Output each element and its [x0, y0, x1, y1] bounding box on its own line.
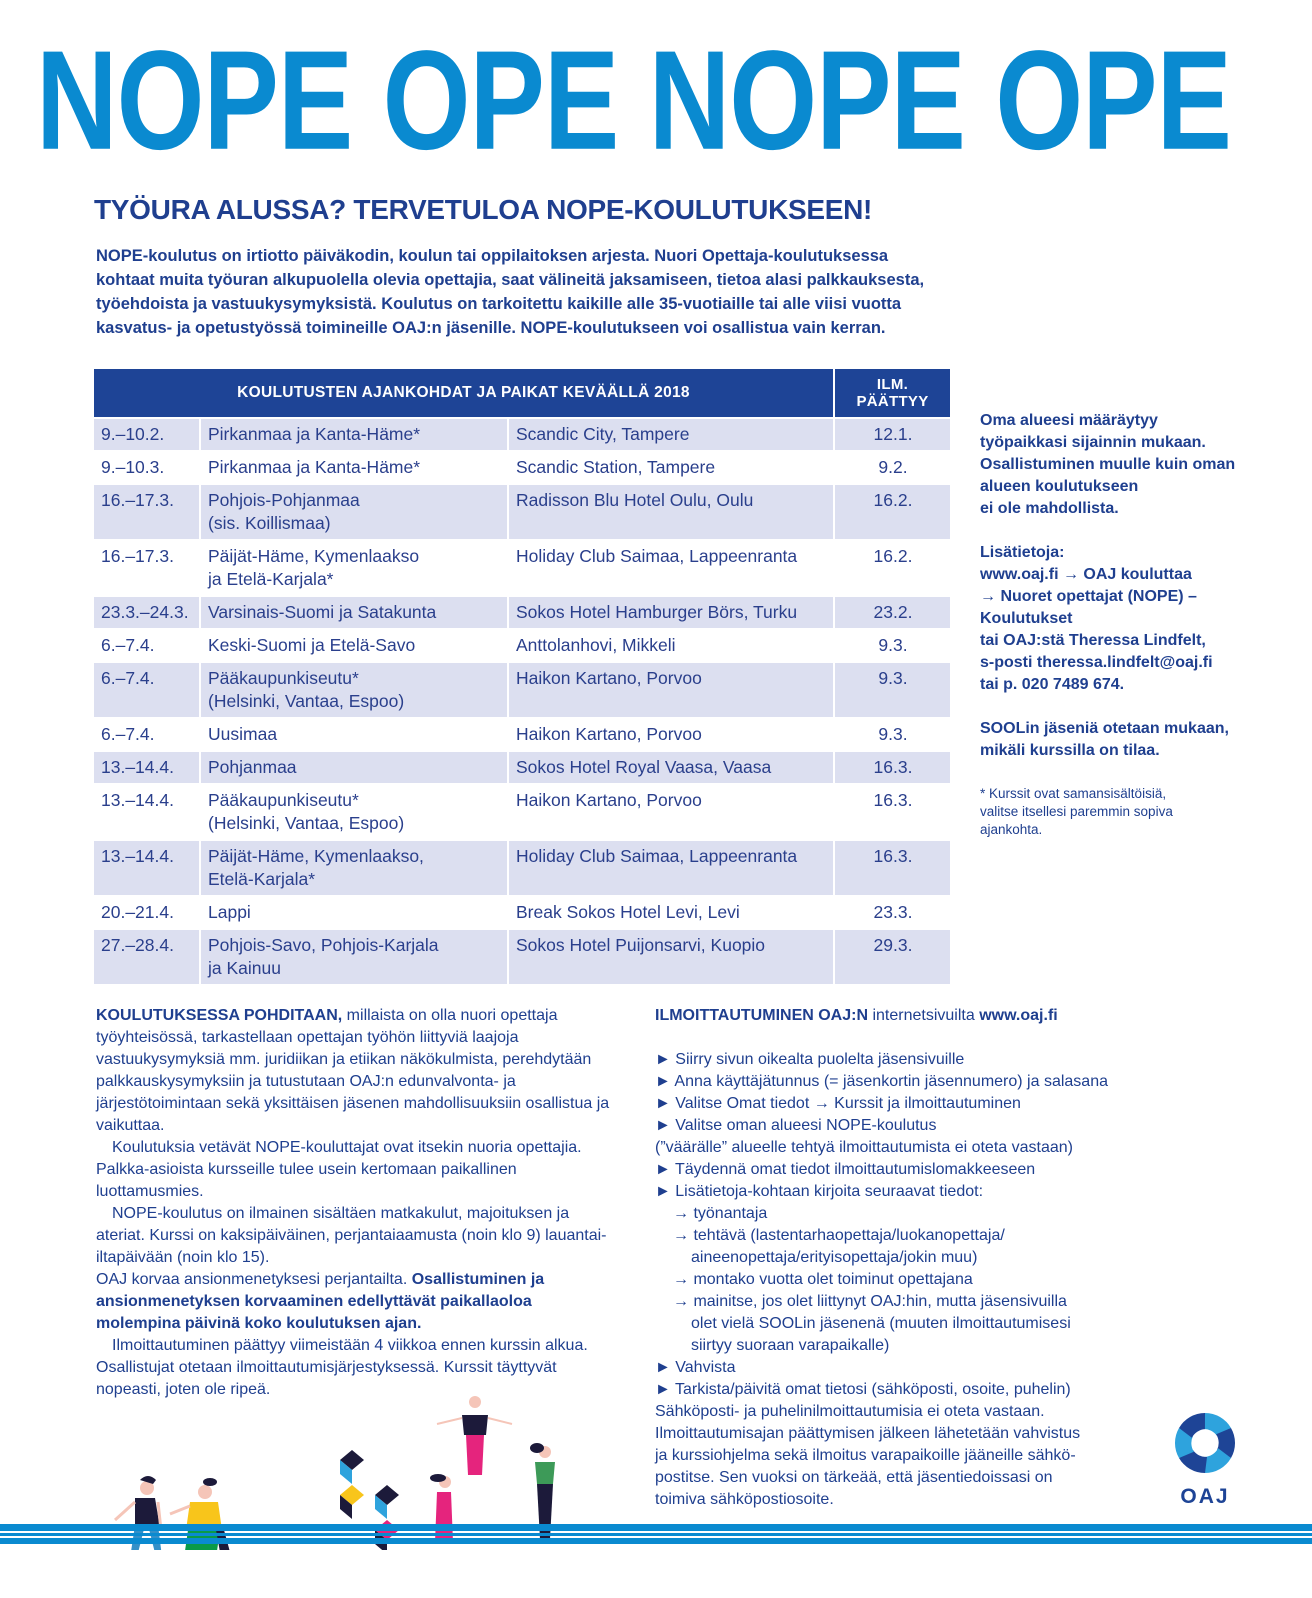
region-cell: [199, 750, 507, 783]
region-line: Uusimaa: [208, 724, 278, 744]
region-cell: [199, 595, 507, 628]
subtitle: TYÖURA ALUSSA? TERVETULOA NOPE-KOULUTUKSEEN!: [94, 194, 873, 225]
heading-text: internetsivuilta: [868, 1007, 980, 1024]
deadline-cell: 16.3.: [833, 750, 950, 783]
side-line: SOOLin jäseniä otetaan mukaan,: [980, 720, 1229, 737]
region-cell: [199, 895, 507, 928]
region-line: Pohjois-Savo, Pohjois-Karjala: [208, 935, 439, 955]
venue-cell: Scandic Station, Tampere: [507, 450, 833, 483]
instruction-line: toimiva sähköpostiosoite.: [655, 1491, 834, 1508]
instruction-line: ► Valitse oman alueesi NOPE-koulutus: [655, 1117, 937, 1134]
date-cell: 16.–17.3.: [94, 539, 199, 595]
region-cell: [199, 928, 507, 984]
region-line: Lappi: [208, 902, 251, 922]
footnote: [980, 785, 1240, 839]
stripe-decoration: [0, 1538, 1312, 1544]
intro-line: NOPE-koulutus on irtiotto päiväkodin, koulun tai oppilaitoksen arjesta. Nuori Opettaja-koulutuksessa: [96, 247, 889, 265]
region-cell: [199, 450, 507, 483]
lead-heading: KOULUTUKSESSA POHDITAAN,: [96, 1007, 343, 1024]
side-line: s-posti theressa.lindfelt@oaj.fi: [980, 654, 1213, 671]
footnote-line: valitse itsellesi paremmin sopiva: [980, 804, 1173, 819]
side-line: Koulutukset: [980, 610, 1073, 627]
date-cell: 20.–21.4.: [94, 895, 199, 928]
side-line: ei ole mahdollista.: [980, 500, 1119, 517]
side-line: tai OAJ:stä Theressa Lindfelt,: [980, 632, 1206, 649]
table-row: [94, 717, 950, 750]
venue-cell: Haikon Kartano, Porvoo: [507, 661, 833, 717]
deadline-cell: 16.3.: [833, 783, 950, 839]
paragraph: OAJ korvaa ansionmenetyksesi perjantailta.: [96, 1271, 412, 1288]
venue-cell: Holiday Club Saimaa, Lappeenranta: [507, 539, 833, 595]
deadline-header-line: PÄÄTTYY: [856, 393, 929, 410]
contact-info: [980, 542, 1280, 696]
table-row: [94, 539, 950, 595]
side-line: → Nuoret opettajat (NOPE) –: [980, 588, 1197, 605]
paragraph: millaista on olla nuori opettaja työyhteisössä, tarkastellaan opettajan työhön liittyviä laajoja vastuukysymyksiä mm. juridiikan ja etiikan näkökulmista, perehdytään palkkauskysymyksiin ja tutustutaan OAJ:n edunvalvonta- ja järjestötoimintaan sekä yksittäisen jäsenen mahdollisuuksiin osallistua ja vaikuttaa.: [96, 1007, 610, 1134]
region-line: Päijät-Häme, Kymenlaakso: [208, 546, 420, 566]
deadline-cell: 9.3.: [833, 628, 950, 661]
region-cell: [199, 783, 507, 839]
date-cell: 9.–10.2.: [94, 417, 199, 450]
person-pink-icon: [430, 1474, 453, 1542]
sool-note: [980, 718, 1280, 762]
side-line: mikäli kurssilla on tilaa.: [980, 742, 1160, 759]
region-line: Pääkaupunkiseutu*: [208, 790, 359, 810]
deadline-cell: 12.1.: [833, 417, 950, 450]
instruction-line: ► Anna käyttäjätunnus (= jäsenkortin jäsennumero) ja salasana: [655, 1073, 1108, 1090]
deadline-cell: 9.3.: [833, 717, 950, 750]
instruction-line: ► Valitse Omat tiedot → Kurssit ja ilmoittautuminen: [655, 1095, 1021, 1112]
region-line: ja Kainuu: [208, 958, 281, 978]
table-row: [94, 895, 950, 928]
region-cell: [199, 483, 507, 539]
region-line: Keski-Suomi ja Etelä-Savo: [208, 635, 416, 655]
deadline-cell: 23.2.: [833, 595, 950, 628]
paragraph: Ilmoittautuminen päättyy viimeistään 4 viikkoa ennen kurssin alkua. Osallistujat otetaan ilmoittautumisjärjestyksessä. Kurssit täyttyvät nopeasti, joten ole ripeä.: [96, 1337, 588, 1398]
instruction-line: → mainitse, jos olet liittynyt OAJ:hin, mutta jäsensivuilla: [673, 1293, 1067, 1310]
date-cell: 6.–7.4.: [94, 661, 199, 717]
date-cell: 13.–14.4.: [94, 750, 199, 783]
side-line: Osallistuminen muulle kuin oman: [980, 456, 1236, 473]
table-row: [94, 417, 950, 450]
table-header: KOULUTUSTEN AJANKOHDAT JA PAIKAT KEVÄÄLLÄ 2018: [94, 369, 833, 417]
oaj-logo-text: OAJ: [1180, 1485, 1230, 1508]
deadline-header: [833, 369, 950, 417]
stripe-decoration: [0, 1524, 1312, 1531]
side-line: Oma alueesi määräytyy: [980, 412, 1158, 429]
region-line: ja Etelä-Karjala*: [208, 569, 334, 589]
table-row: [94, 595, 950, 628]
region-line: Pohjois-Pohjanmaa: [208, 490, 360, 510]
table-row: [94, 450, 950, 483]
venue-cell: Scandic City, Tampere: [507, 417, 833, 450]
instruction-line: ► Lisätietoja-kohtaan kirjoita seuraavat tiedot:: [655, 1183, 984, 1200]
region-line: Pohjanmaa: [208, 757, 297, 777]
date-cell: 23.3.–24.3.: [94, 595, 199, 628]
table-row: [94, 839, 950, 895]
instruction-line: ► Siirry sivun oikealta puolelta jäsensivuille: [655, 1051, 965, 1068]
region-cell: [199, 417, 507, 450]
table-header-row: [94, 369, 950, 417]
region-line: Pääkaupunkiseutu*: [208, 668, 359, 688]
date-cell: 6.–7.4.: [94, 628, 199, 661]
oaj-logo: [1170, 1410, 1240, 1509]
instruction-line: aineenopettaja/erityisopettaja/jokin muu): [691, 1249, 978, 1266]
region-cell: [199, 539, 507, 595]
region-note: [980, 410, 1280, 520]
paragraph: Koulutuksia vetävät NOPE-kouluttajat ovat itsekin nuoria opettajia. Palkka-asioista kursseille tulee usein kertomaan paikallinen luottamusmies.: [96, 1139, 582, 1200]
date-cell: 6.–7.4.: [94, 717, 199, 750]
region-cell: [199, 661, 507, 717]
venue-cell: Break Sokos Hotel Levi, Levi: [507, 895, 833, 928]
instruction-line: → tehtävä (lastentarhaopettaja/luokanopettaja/: [673, 1227, 1005, 1244]
region-line: Etelä-Karjala*: [208, 869, 315, 889]
deadline-cell: 9.3.: [833, 661, 950, 717]
instruction-line: → työnantaja: [673, 1205, 768, 1222]
venue-cell: Radisson Blu Hotel Oulu, Oulu: [507, 483, 833, 539]
course-description: [96, 1005, 616, 1401]
deadline-cell: 16.3.: [833, 839, 950, 895]
region-line: Päijät-Häme, Kymenlaakso,: [208, 846, 424, 866]
region-line: Varsinais-Suomi ja Satakunta: [208, 602, 437, 622]
deadline-header-line: ILM.: [876, 376, 909, 393]
date-cell: 9.–10.3.: [94, 450, 199, 483]
instruction-line: ► Tarkista/päivitä omat tietosi (sähköposti, osoite, puhelin): [655, 1381, 1071, 1398]
venue-cell: Sokos Hotel Royal Vaasa, Vaasa: [507, 750, 833, 783]
oaj-swirl-logo-icon: [1172, 1410, 1238, 1476]
instruction-line: postitse. Sen vuoksi on tärkeää, että jäsentiedoissasi on: [655, 1469, 1053, 1486]
venue-cell: Sokos Hotel Puijonsarvi, Kuopio: [507, 928, 833, 984]
side-line: työpaikkasi sijainnin mukaan.: [980, 434, 1206, 451]
venue-cell: Haikon Kartano, Porvoo: [507, 783, 833, 839]
intro-line: kasvatus- ja opetustyössä toimineille OAJ:n jäsenille. NOPE-koulutukseen voi osallistua vain kerran.: [96, 319, 886, 337]
deadline-cell: 23.3.: [833, 895, 950, 928]
side-line: www.oaj.fi → OAJ kouluttaa: [980, 566, 1192, 583]
table-row: [94, 483, 950, 539]
date-cell: 13.–14.4.: [94, 839, 199, 895]
registration-heading: ILMOITTAUTUMINEN OAJ:N: [655, 1007, 869, 1024]
deadline-cell: 16.2.: [833, 539, 950, 595]
region-line: Pirkanmaa ja Kanta-Häme*: [208, 457, 421, 477]
region-line: (Helsinki, Vantaa, Espoo): [208, 813, 405, 833]
region-line: Pirkanmaa ja Kanta-Häme*: [208, 424, 421, 444]
deadline-cell: 29.3.: [833, 928, 950, 984]
table-row: [94, 928, 950, 984]
table-row: [94, 628, 950, 661]
stripe-decoration: [0, 1533, 1312, 1536]
venue-cell: Sokos Hotel Hamburger Börs, Turku: [507, 595, 833, 628]
table-row: [94, 661, 950, 717]
region-line: (sis. Koillismaa): [208, 513, 331, 533]
poster-title: NOPE OPE NOPE OPE: [36, 21, 1231, 179]
table-row: [94, 750, 950, 783]
region-line: (Helsinki, Vantaa, Espoo): [208, 691, 405, 711]
footnote-line: * Kurssit ovat samansisältöisiä,: [980, 786, 1167, 801]
instruction-line: Sähköposti- ja puhelinilmoittautumisia ei oteta vastaan.: [655, 1403, 1045, 1420]
side-info: [980, 410, 1280, 784]
table-row: [94, 783, 950, 839]
date-cell: 16.–17.3.: [94, 483, 199, 539]
region-cell: [199, 839, 507, 895]
instruction-line: siirtyy suoraan varapaikalle): [691, 1337, 890, 1354]
venue-cell: Holiday Club Saimaa, Lappeenranta: [507, 839, 833, 895]
footnote-line: ajankohta.: [980, 822, 1043, 837]
instruction-line: ► Täydennä omat tiedot ilmoittautumislomakkeeseen: [655, 1161, 1036, 1178]
instruction-line: olet vielä SOOLin jäsenenä (muuten ilmoittautumisesi: [691, 1315, 1071, 1332]
instruction-line: ► Vahvista: [655, 1359, 736, 1376]
instruction-line: → montako vuotta olet toiminut opettajana: [673, 1271, 973, 1288]
instruction-line: ja kurssiohjelma sekä ilmoitus varapaikoille jääneille sähkö-: [655, 1447, 1076, 1464]
region-cell: [199, 717, 507, 750]
deadline-cell: 9.2.: [833, 450, 950, 483]
side-line: Lisätietoja:: [980, 544, 1065, 561]
venue-cell: Anttolanhovi, Mikkeli: [507, 628, 833, 661]
side-line: tai p. 020 7489 674.: [980, 676, 1125, 693]
date-cell: 13.–14.4.: [94, 783, 199, 839]
person-standing-icon: [437, 1396, 512, 1475]
schedule-table: [94, 369, 950, 984]
intro-line: työehdoista ja vastuukysymyksistä. Koulutus on tarkoitettu kaikille alle 35-vuotiaille tai alle viisi vuotta: [96, 295, 902, 313]
oaj-link[interactable]: www.oaj.fi: [979, 1007, 1058, 1024]
instruction-line: (”väärälle” alueelle tehtyä ilmoittautumista ei oteta vastaan): [655, 1139, 1073, 1156]
bold-note: Osallistuminen ja ansionmenetyksen korvaaminen edellyttävät paikallaoloa molempina päivinä koko koulutuksen ajan.: [96, 1271, 545, 1332]
side-line: alueen koulutukseen: [980, 478, 1139, 495]
deadline-cell: 16.2.: [833, 483, 950, 539]
intro-line: kohtaat muita työuran alkupuolella olevia opettajia, saat välineitä jaksamiseen, tietoa alasi palkkauksesta,: [96, 271, 925, 289]
region-cell: [199, 628, 507, 661]
intro-paragraph: [96, 244, 1036, 340]
venue-cell: Haikon Kartano, Porvoo: [507, 717, 833, 750]
date-cell: 27.–28.4.: [94, 928, 199, 984]
instruction-line: Ilmoittautumisajan päättymisen jälkeen lähetetään vahvistus: [655, 1425, 1081, 1442]
paragraph: NOPE-koulutus on ilmainen sisältäen matkakulut, majoituksen ja ateriat. Kurssi on kaksipäiväinen, perjantaiaamusta (noin klo 9) lauantai-iltapäivään (noin klo 15).: [96, 1205, 607, 1266]
